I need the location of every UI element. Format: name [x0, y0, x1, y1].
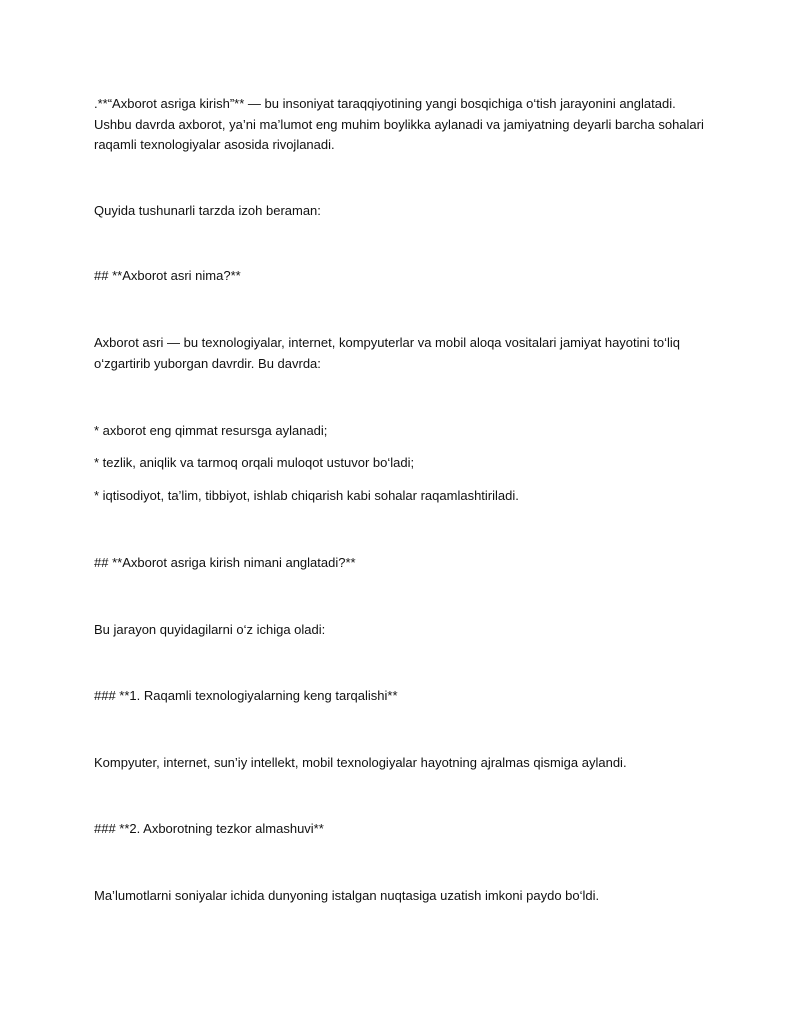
heading-what-is-information-age: ## **Axborot asri nima?**	[94, 268, 241, 283]
fast-exchange-paragraph: Ma’lumotlarni soniyalar ichida dunyoning istalgan nuqtasiga uzatish imkoni paydo bo‘ldi.	[94, 888, 600, 903]
heading-what-does-entering-mean: ## **Axborot asriga kirish nimani anglatadi?**	[94, 555, 356, 570]
bullet-item: * tezlik, aniqlik va tarmoq orqali muloqot ustuvor bo‘ladi;	[94, 455, 415, 470]
digital-technologies-paragraph: Kompyuter, internet, sun’iy intellekt, mobil texnologiyalar hayotning ajralmas qismiga aylandi.	[94, 755, 627, 770]
intro-lead-line: Quyida tushunarli tarzda izoh beraman:	[94, 203, 321, 218]
process-lead-line: Bu jarayon quyidagilarni o‘z ichiga oladi:	[94, 622, 326, 637]
subheading-fast-exchange: ### **2. Axborotning tezkor almashuvi**	[94, 821, 324, 836]
bullet-item: * iqtisodiyot, ta’lim, tibbiyot, ishlab chiqarish kabi sohalar raqamlashtiriladi.	[94, 488, 519, 503]
definition-paragraph: Axborot asri — bu texnologiyalar, internet, kompyuterlar va mobil aloqa vositalari jamiyat hayotini to‘liq o‘zgartirib yuborgan davrdir. Bu davrda:	[94, 335, 681, 371]
intro-paragraph: .**“Axborot asriga kirish”** — bu insoniyat taraqqiyotining yangi bosqichiga o‘tish jarayonini anglatadi. Ushbu davrda axborot, ya’ni ma’lumot eng muhim boylikka aylanadi va jamiyatning deyarli barcha sohalari raqamli texnologiyalar asosida rivojlanadi.	[94, 96, 704, 152]
subheading-digital-technologies: ### **1. Raqamli texnologiyalarning keng tarqalishi**	[94, 688, 398, 703]
bullet-item: * axborot eng qimmat resursga aylanadi;	[94, 423, 328, 438]
